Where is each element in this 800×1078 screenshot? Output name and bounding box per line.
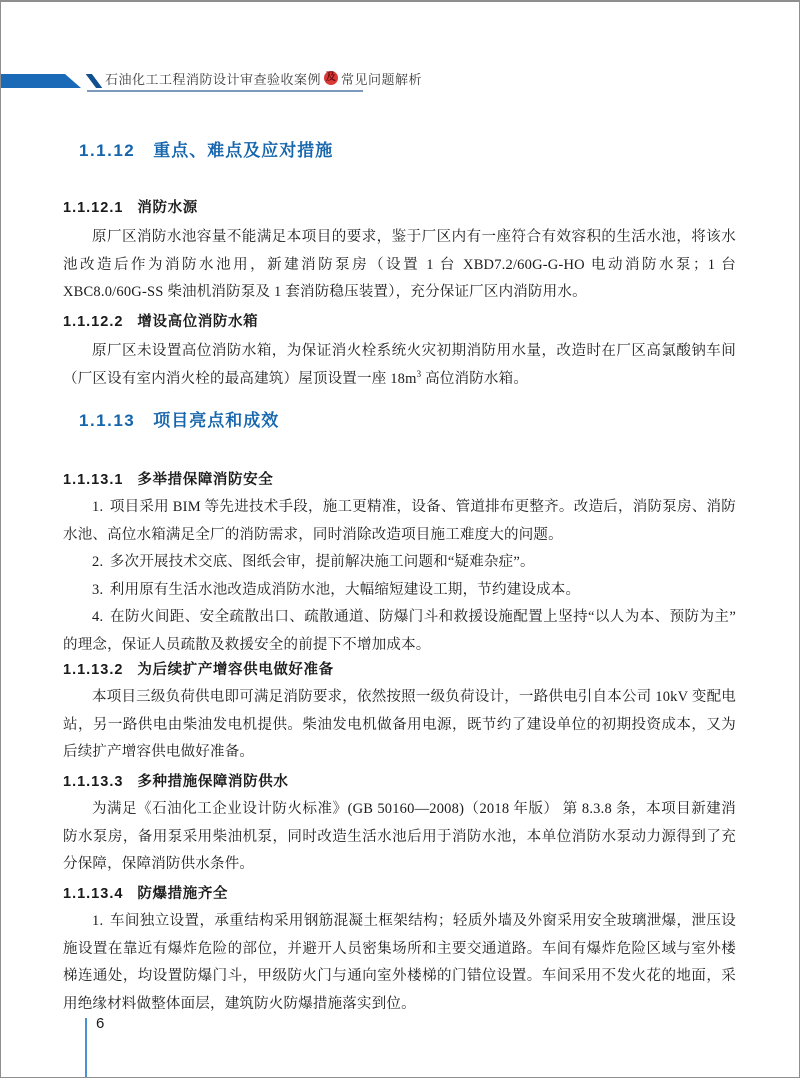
page-number: 6 — [96, 1015, 105, 1032]
item-text: 多次开展技术交底、图纸会审，提前解决施工问题和“疑难杂症”。 — [109, 554, 535, 570]
subsection-title: 为后续扩产增容供电做好准备 — [137, 662, 334, 678]
section-number: 1.1.13 — [79, 411, 136, 430]
list-item — [63, 549, 736, 577]
numbered-list — [63, 494, 736, 659]
section-number: 1.1.12 — [79, 141, 136, 160]
item-number: 4. — [92, 609, 104, 625]
subsection-number: 1.1.13.4 — [63, 886, 124, 902]
list-item — [63, 494, 736, 549]
header-title-left: 石油化工工程消防设计审查验收案例 — [105, 71, 322, 87]
paragraph-explosion-proof — [63, 908, 736, 1018]
item-text: 车间独立设置，承重结构采用钢筋混凝土框架结构；轻质外墙及外窗采用安全玻璃泄爆，泄压设施设置在靠近有爆炸危险的部位，并避开人员密集场所和主要交通道路。车间有爆炸危险区域与室外楼梯连通处，均设置防爆门斗，甲级防火门与通向室外楼梯的门错位设置。车间采用不发火花的地面，采用绝缘材料做整体面层，建筑防火防爆措施落实到位。 — [63, 913, 736, 1012]
header-title-right: 常见问题解析 — [341, 71, 423, 87]
running-header — [1, 64, 799, 94]
superscript-cubed: 3 — [416, 368, 422, 379]
running-header-title — [105, 69, 422, 87]
subsection-heading-1-1-13-1 — [63, 468, 736, 489]
and-seal-icon: 及 — [325, 72, 337, 83]
paragraph-high-level-tank — [63, 338, 736, 393]
section-title: 重点、难点及应对措施 — [153, 141, 334, 160]
subsection-heading-1-1-13-4 — [63, 882, 736, 903]
subsection-title: 多种措施保障消防供水 — [137, 774, 289, 790]
subsection-title: 消防水源 — [137, 200, 198, 216]
subsection-number: 1.1.12.1 — [63, 200, 124, 216]
list-item — [63, 577, 736, 605]
list-item — [63, 604, 736, 659]
header-accent-bar — [1, 74, 81, 88]
subsection-heading-1-1-13-3 — [63, 770, 736, 791]
paragraph-text: 原厂区未设置高位消防水箱，为保证消火栓系统火灾初期消防用水量，改造时在厂区高氯酸钠车间（厂区设有室内消火栓的最高建筑）屋顶设置一座 18m — [63, 343, 736, 387]
item-number: 1. — [92, 913, 104, 929]
subsection-title: 增设高位消防水箱 — [137, 314, 259, 330]
section-heading-1-1-12 — [79, 136, 736, 161]
header-underline — [87, 90, 363, 92]
subsection-heading-1-1-12-2 — [63, 310, 736, 331]
item-text: 利用原有生活水池改造成消防水池，大幅缩短建设工期，节约建设成本。 — [109, 581, 581, 598]
subsection-heading-1-1-12-1 — [63, 196, 736, 217]
paragraph-water-supply: 为满足《石油化工企业设计防火标准》(GB 50160—2008)（2018 年版） 第 8.3.8 条，本项目新建消防水泵房，备用泵采用柴油机泵，同时改造生活水池后用于消防水池，本单位消防水泵动力源得到了充分保障，保障消防供水条件。 — [63, 801, 736, 872]
item-number: 1. — [92, 499, 104, 515]
subsection-number: 1.1.13.1 — [63, 472, 124, 488]
header-accent-stripe — [81, 74, 107, 88]
subsection-title: 防爆措施齐全 — [137, 886, 229, 902]
paragraph-fire-water-source: 原厂区消防水池容量不能满足本项目的要求，鉴于厂区内有一座符合有效容积的生活水池，将该水池改造后作为消防水池用，新建消防泵房（设置 1 台 XBD7.2/60G-G-HO 电动消防水泵；1 台 XBC8.0/60G-SS 柴油机消防泵及 1 套消防稳压装置），充分保证厂区内消防用水。 — [63, 229, 736, 300]
paragraph-text: 高位消防水箱。 — [421, 370, 529, 387]
section-heading-1-1-13 — [79, 406, 736, 431]
item-text: 在防火间距、安全疏散出口、疏散通道、防爆门斗和救援设施配置上坚持“以人为本、预防为主”的理念，保证人员疏散及救援安全的前提下不增加成本。 — [63, 609, 736, 653]
subsection-number: 1.1.12.2 — [63, 314, 124, 330]
footer-accent-line — [85, 1018, 87, 1078]
item-text: 项目采用 BIM 等先进技术手段，施工更精准，设备、管道排布更整齐。改造后，消防泵房、消防水池、高位水箱满足全厂的消防需求，同时消除改造项目施工难度大的问题。 — [63, 499, 736, 543]
paragraph-power-supply: 本项目三级负荷供电即可满足消防要求，依然按照一级负荷设计，一路供电引自本公司 10kV 变配电站，另一路供电由柴油发电机提供。柴油发电机做备用电源，既节约了建设单位的初期投资成本，又为后续扩产增容供电做好准备。 — [63, 689, 736, 760]
subsection-title: 多举措保障消防安全 — [137, 472, 274, 488]
item-number: 2. — [92, 554, 104, 570]
subsection-number: 1.1.13.2 — [63, 662, 124, 678]
subsection-heading-1-1-13-2 — [63, 658, 736, 679]
section-title: 项目亮点和成效 — [153, 411, 280, 430]
item-number: 3. — [92, 581, 104, 598]
subsection-number: 1.1.13.3 — [63, 774, 124, 790]
